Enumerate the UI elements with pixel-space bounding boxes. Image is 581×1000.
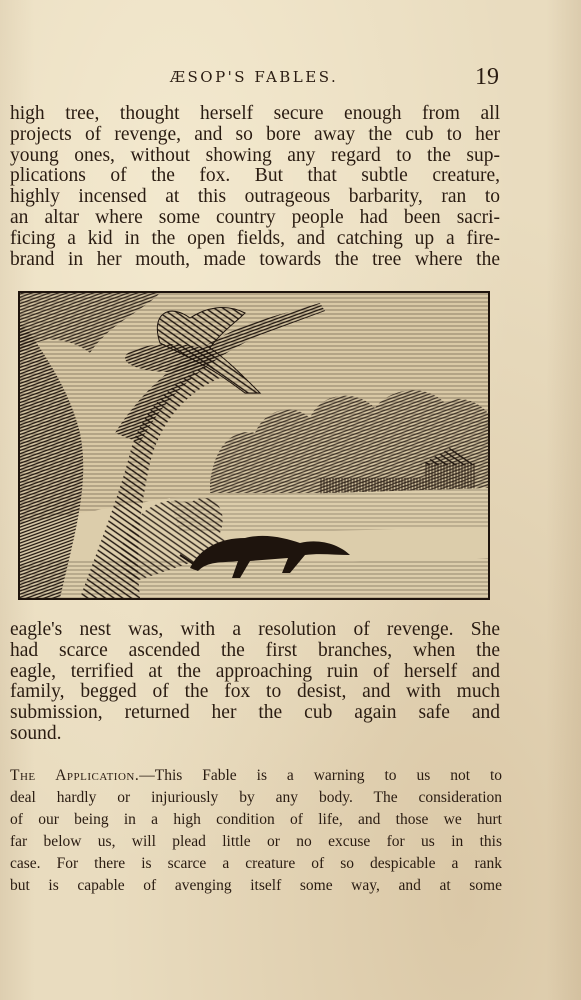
text-line: an altar where some country people had been sacri-	[10, 206, 500, 228]
text-line: family, begged of the fox to desist, and with much	[10, 681, 500, 703]
text-line: submission, returned her the cub again safe and	[10, 702, 500, 724]
text-line: sound.	[10, 722, 62, 744]
text-line: had scarce ascended the first branches, when the	[10, 639, 500, 661]
application-text: —This Fable is a warning to us not to	[139, 767, 503, 784]
text-line: brand in her mouth, made towards the tree where the	[10, 248, 500, 270]
text-line: high tree, thought herself secure enough from all	[10, 103, 500, 124]
application-first-line	[10, 765, 502, 787]
text-line: eagle's nest was, with a resolution of revenge. She	[10, 619, 500, 640]
text-line: but is capable of avenging itself some way, and at some	[10, 877, 502, 894]
text-line: far below us, will plead little or no excuse for us in this	[10, 833, 502, 850]
page-header	[0, 64, 581, 94]
text-line: highly incensed at this outrageous barbarity, ran to	[10, 186, 500, 208]
page-number: 19	[475, 64, 499, 90]
text-line: projects of revenge, and so bore away the cub to her	[10, 123, 500, 145]
running-head: ÆSOP'S FABLES.	[170, 68, 339, 86]
text-line: case. For there is scarce a creature of so despicable a rank	[10, 855, 502, 872]
application-paragraph	[10, 765, 502, 897]
paragraph-bottom	[10, 620, 500, 745]
text-line: ficing a kid in the open fields, and catching up a fire-	[10, 227, 500, 249]
text-line: young ones, without showing any regard to the sup-	[10, 144, 500, 166]
text-line: of our being in a high condition of life, and those we hurt	[10, 811, 502, 828]
text-line: eagle, terrified at the approaching ruin of herself and	[10, 660, 500, 682]
application-heading: The Application.	[10, 767, 140, 784]
paragraph-top	[10, 104, 500, 270]
woodcut-illustration	[18, 291, 490, 600]
text-line: plications of the fox. But that subtle creature,	[10, 165, 500, 187]
text-line: deal hardly or injuriously by any body. The consideration	[10, 789, 502, 806]
woodcut-image	[20, 293, 488, 598]
